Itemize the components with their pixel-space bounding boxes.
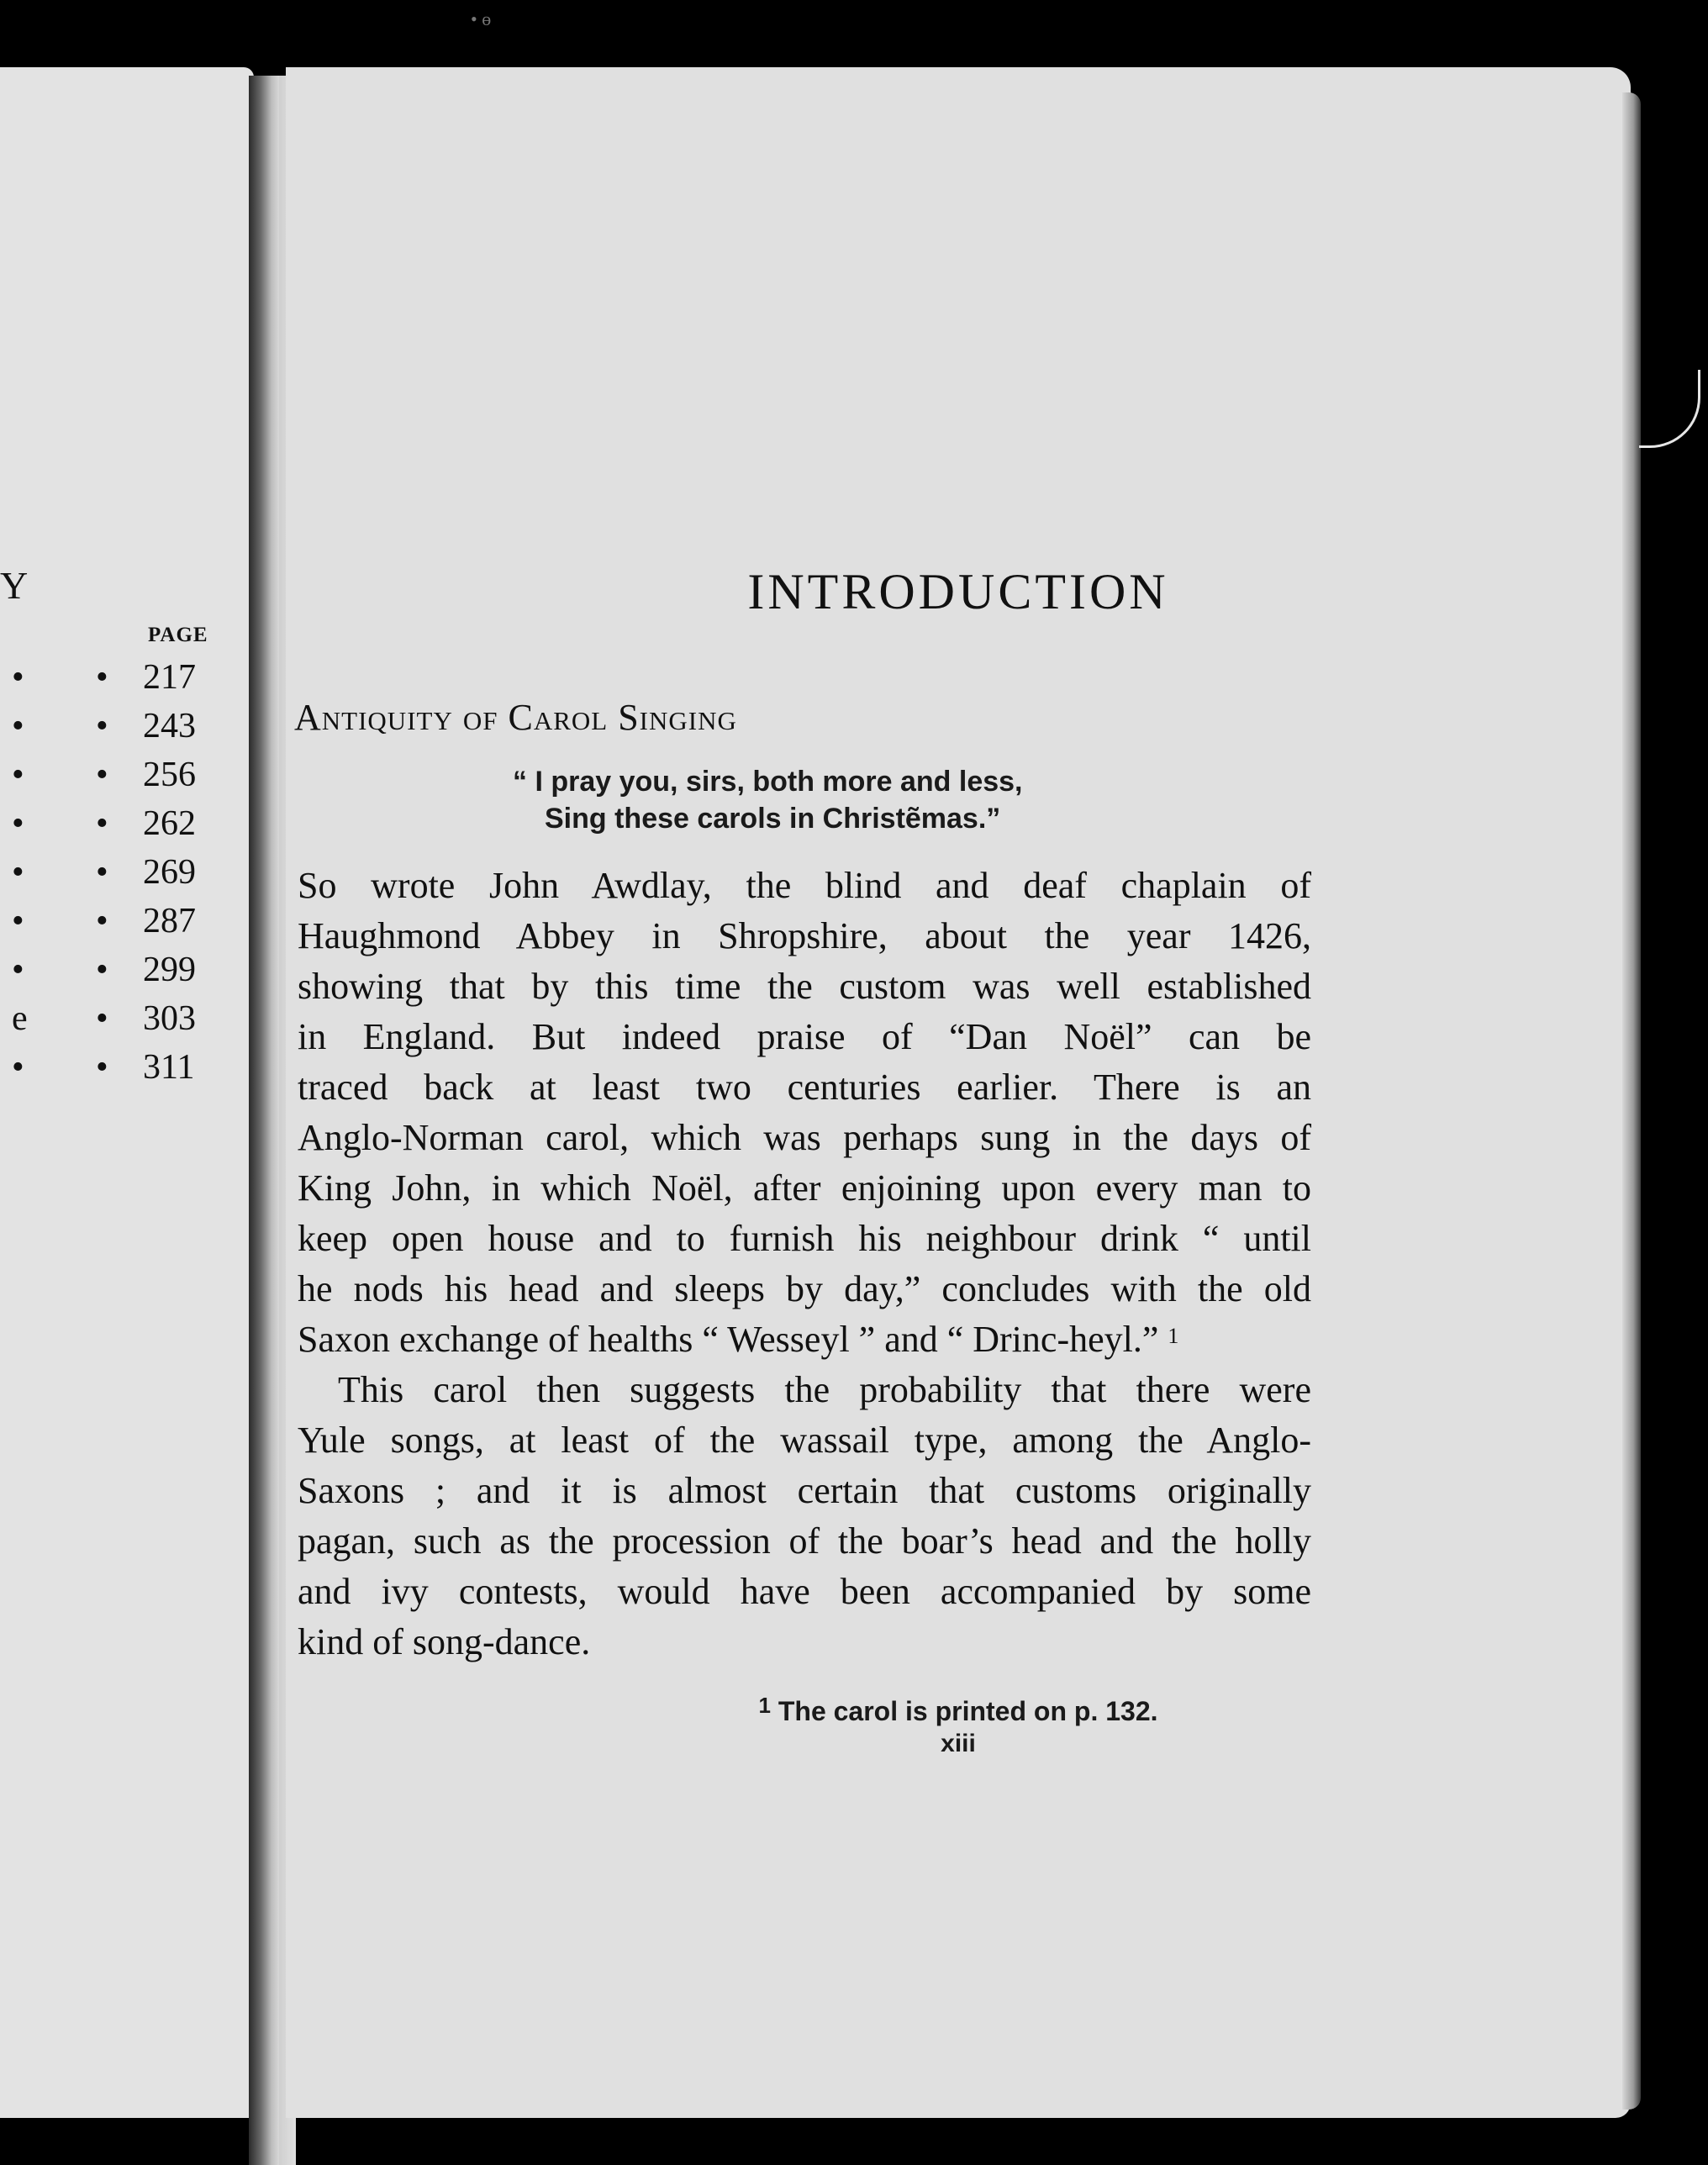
left-heading-fragment: Y [0, 564, 29, 607]
text-line: Saxons ; and it is almost certain that customs originally [298, 1470, 1311, 1511]
toc-page-number: 256 [143, 756, 196, 794]
footnote [286, 1693, 1631, 1727]
toc-leader-dot: e [12, 999, 28, 1038]
text-line: King John, in which Noël, after enjoining upon every man to [298, 1167, 1311, 1209]
toc-leader-dot: • [12, 804, 24, 843]
toc-leader-dot: • [12, 951, 24, 989]
section-heading: Antiquity of Carol Singing [294, 697, 737, 738]
page-edge [1622, 92, 1641, 2110]
toc-entry [0, 803, 227, 852]
toc-leader-dot: • [12, 902, 24, 940]
text-line-content: Saxon exchange of healths “ Wesseyl ” and “ Drinc-heyl.” [298, 1319, 1159, 1360]
paragraph-2 [298, 1365, 1311, 1667]
text-line: This carol then suggests the probability that there were [338, 1369, 1311, 1410]
text-line: in England. But indeed praise of “Dan Noël” can be [298, 1016, 1311, 1057]
toc-entry [0, 998, 227, 1047]
toc-page-number: 217 [143, 658, 196, 697]
toc-leader-dot: • [96, 804, 108, 843]
text-line: traced back at least two centuries earlier. There is an [298, 1067, 1311, 1108]
toc-leader-dot: • [96, 999, 108, 1038]
toc-leader-dot: • [12, 756, 24, 794]
toc-leader-dot: • [96, 951, 108, 989]
page-number: xiii [941, 1730, 976, 1757]
scanner-clip-mark [1639, 370, 1700, 448]
text-line: So wrote John Awdlay, the blind and deaf chaplain of [298, 865, 1311, 906]
toc-entry [0, 755, 227, 803]
text-line: Anglo-Norman carol, which was perhaps sung in the days of [298, 1117, 1311, 1158]
footnote-text: The carol is printed on p. 132. [778, 1696, 1158, 1726]
toc-entry [0, 706, 227, 755]
toc-page-number: 299 [143, 951, 196, 989]
text-line: he nods his head and sleeps by day,” concludes with the old [298, 1268, 1311, 1309]
footnote-reference: 1 [1168, 1324, 1179, 1348]
toc-page-label: PAGE [148, 624, 208, 646]
toc-page-number: 243 [143, 707, 196, 745]
toc-leader-dot: • [96, 1048, 108, 1087]
text-line: Haughmond Abbey in Shropshire, about the year 1426, [298, 915, 1311, 956]
left-page [0, 67, 254, 2118]
text-line: showing that by this time the custom was well established [298, 966, 1311, 1007]
epigraph-line-2: Sing these carols in Christẽmas.” [545, 803, 1001, 835]
text-line: kind of song-dance. [298, 1621, 591, 1662]
toc-entry [0, 901, 227, 950]
text-line: keep open house and to furnish his neighbour drink “ until [298, 1218, 1311, 1259]
text-line: Yule songs, at least of the wassail type, among the Anglo- [298, 1420, 1311, 1461]
toc-entry [0, 657, 227, 706]
epigraph [513, 763, 1023, 837]
toc-page-number: 262 [143, 804, 196, 843]
toc-page-number: 311 [143, 1048, 195, 1087]
toc-leader-dot: • [96, 756, 108, 794]
toc-entry [0, 852, 227, 901]
toc-leader-dot: • [12, 853, 24, 892]
toc-entry [0, 1047, 227, 1096]
toc-leader-dot: • [12, 658, 24, 697]
footnote-marker: 1 [758, 1693, 771, 1718]
toc-leader-dot: • [96, 707, 108, 745]
toc-page-number: 287 [143, 902, 196, 940]
page-title: INTRODUCTION [747, 564, 1169, 619]
epigraph-line-1: “ I pray you, sirs, both more and less, [513, 766, 1023, 798]
text-line: and ivy contests, would have been accompanied by some [298, 1571, 1311, 1612]
toc-entry [0, 950, 227, 998]
toc-leader-dot: • [12, 1048, 24, 1087]
toc-leader-dot: • [96, 853, 108, 892]
scan-marks: • ɵ [471, 8, 492, 29]
text-line-last [298, 1314, 1311, 1365]
toc-leader-dot: • [96, 658, 108, 697]
book-gutter [249, 76, 279, 2165]
text-line: pagan, such as the procession of the boar’s head and the holly [298, 1520, 1311, 1562]
toc-leader-dot: • [96, 902, 108, 940]
toc-leader-dot: • [12, 707, 24, 745]
toc-page-number: 303 [143, 999, 196, 1038]
paragraph-1 [298, 861, 1311, 1365]
toc-page-number: 269 [143, 853, 196, 892]
